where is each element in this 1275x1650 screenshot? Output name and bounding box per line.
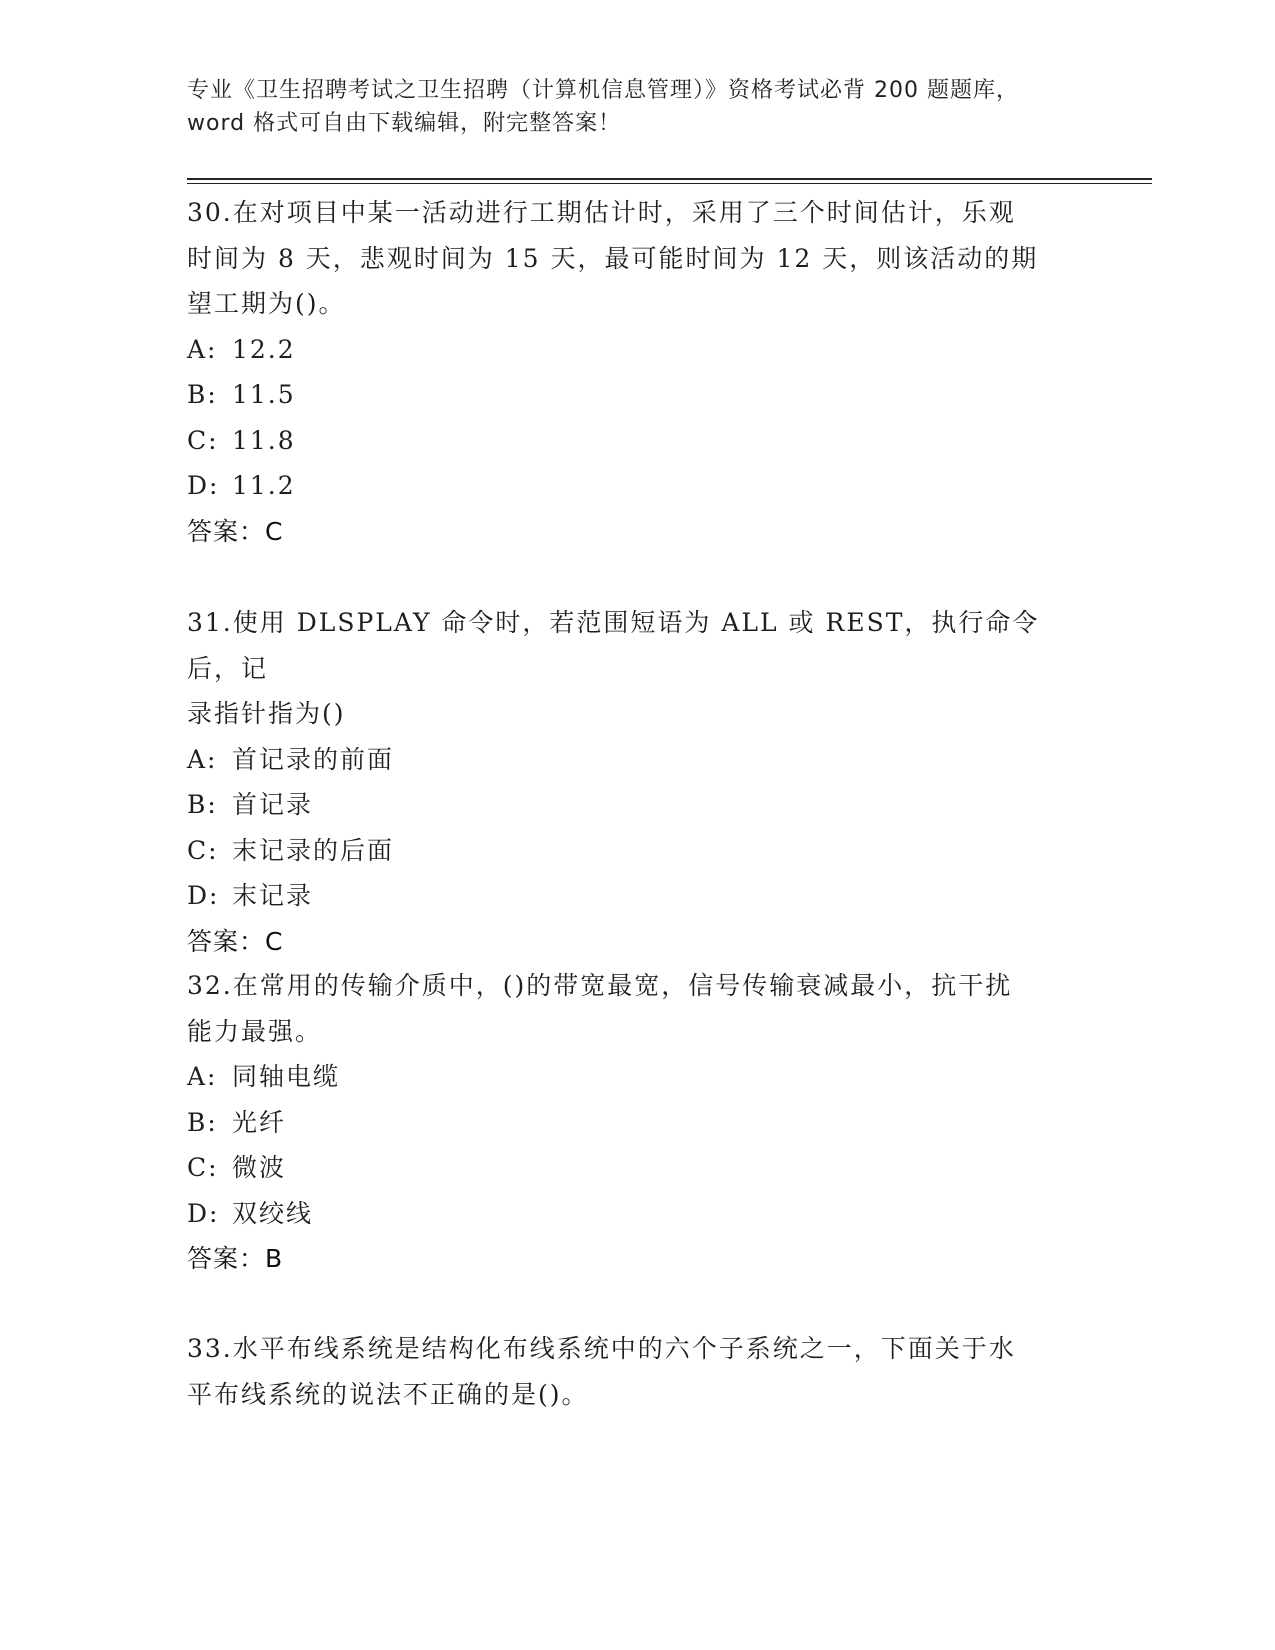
- option-letter: B:: [187, 1107, 218, 1137]
- header-divider-thin: [187, 183, 1152, 184]
- option-c: [187, 828, 1087, 874]
- option-letter: A:: [187, 334, 218, 364]
- option-text: 末记录: [232, 881, 314, 910]
- stem-line: 录指针指为(): [187, 699, 346, 728]
- question-31: [187, 600, 1087, 964]
- stem-line: 望工期为()。: [187, 289, 346, 318]
- option-text: 12.2: [232, 334, 296, 364]
- option-c: [187, 1145, 1087, 1191]
- header-line-1: 专业《卫生招聘考试之卫生招聘（计算机信息管理）》资格考试必背 200 题题库，: [187, 78, 1019, 103]
- option-letter: C:: [187, 425, 219, 455]
- option-text: 首记录: [232, 790, 314, 819]
- stem-line: 时间为 8 天，悲观时间为 15 天，最可能时间为 12 天，则该活动的期: [187, 243, 1039, 273]
- header-line-2: word 格式可自由下载编辑，附完整答案！: [187, 111, 622, 136]
- option-text: 末记录的后面: [232, 835, 395, 865]
- option-d: [187, 873, 1087, 919]
- answer-line: 答案：C: [187, 516, 284, 546]
- option-text: 同轴电缆: [232, 1062, 341, 1091]
- header-divider-thick: [187, 178, 1152, 180]
- option-a: [187, 737, 1087, 783]
- question-32: [187, 963, 1087, 1282]
- option-letter: B:: [187, 380, 218, 409]
- answer-line: 答案：B: [187, 1244, 284, 1273]
- option-text: 11.2: [232, 471, 296, 500]
- answer-line: 答案：C: [187, 926, 284, 956]
- option-a: [187, 1054, 1087, 1100]
- option-letter: A:: [187, 1062, 218, 1091]
- option-b: [187, 1100, 1087, 1146]
- option-d: [187, 463, 1087, 509]
- option-text: 11.5: [232, 380, 296, 409]
- option-letter: C:: [187, 1153, 219, 1182]
- stem-line: 30.在对项目中某一活动进行工期估计时，采用了三个时间估计，乐观: [187, 198, 1016, 227]
- option-letter: D:: [187, 1198, 220, 1228]
- option-text: 微波: [232, 1153, 287, 1182]
- option-letter: D:: [187, 471, 220, 500]
- option-letter: D:: [187, 881, 220, 910]
- stem-line: 33.水平布线系统是结构化布线系统中的六个子系统之一，下面关于水: [187, 1334, 1016, 1363]
- option-c: [187, 418, 1087, 464]
- question-stem: [187, 1326, 1087, 1417]
- question-stem: [187, 190, 1087, 327]
- option-text: 光纤: [232, 1107, 287, 1137]
- stem-line: 平布线系统的说法不正确的是()。: [187, 1379, 589, 1409]
- option-b: [187, 372, 1087, 418]
- question-stem: [187, 963, 1087, 1054]
- option-text: 首记录的前面: [232, 744, 395, 774]
- option-letter: B:: [187, 790, 218, 819]
- stem-line: 能力最强。: [187, 1016, 323, 1046]
- question-33: [187, 1326, 1087, 1417]
- option-text: 双绞线: [232, 1198, 314, 1228]
- option-a: [187, 327, 1087, 373]
- document-header: [187, 74, 1087, 140]
- stem-line: 31.使用 DLSPLAY 命令时，若范围短语为 ALL 或 REST，执行命令后，记: [187, 608, 1040, 683]
- stem-line: 32.在常用的传输介质中，()的带宽最宽，信号传输衰减最小，抗干扰: [187, 971, 1013, 1000]
- question-30: [187, 190, 1087, 554]
- option-b: [187, 782, 1087, 828]
- option-letter: C:: [187, 835, 219, 865]
- option-letter: A:: [187, 744, 218, 774]
- question-stem: [187, 600, 1087, 737]
- option-text: 11.8: [232, 425, 296, 455]
- option-d: [187, 1191, 1087, 1237]
